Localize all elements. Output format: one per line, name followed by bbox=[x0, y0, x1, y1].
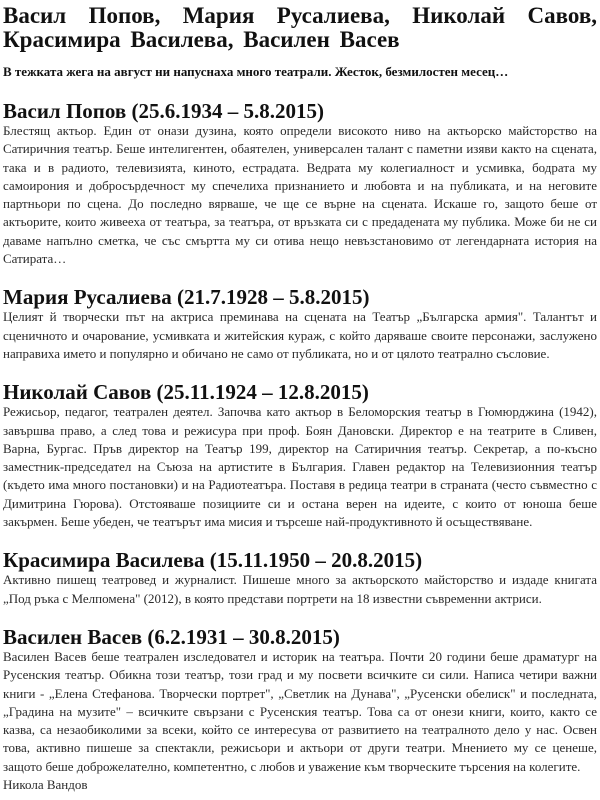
section-body: Василен Васев беше театрален изследовател и историк на театъра. Почти 20 години беше драматург на Русенския театър. Обикна този театър, този град и му посвети всичките си сили. Написа четири важни книги - „Елена Стефанова. Творчески портрет", „Светлик на Дунава", „Русенски обелиск" и последната, „Градина на музите" – всичките свързани с Русенския театър. Това са от онези книги, които, както се казва, са незаобиколими за всеки, който се интересува от развитието на театралното дело у нас. Освен това, активно пишеше за спектакли, режисьори и актьори от други театри. Мнението му се ценеше, защото беше доброжелателно, компетентно, с любов и уважение към творческите търсения на колегите. bbox=[3, 648, 597, 774]
section-body: Активно пишещ театровед и журналист. Пишеше много за актьорското майсторство и издаде книгата „Под ръка с Мелпомена" (2012), в която представи портрети на 18 известни съвременни актриси. bbox=[3, 572, 597, 606]
article-lead: В тежката жега на август ни напуснаха много театрали. Жесток, безмилостен месец… bbox=[3, 64, 509, 79]
section-heading: Николай Савов (25.11.1924 – 12.8.2015) bbox=[3, 380, 369, 405]
section-body: Режисьор, педагог, театрален деятел. Започва като актьор в Беломорския театър в Гюмюрджина (1942), завършва право, а след това и режисура при проф. Боян Дановски. Директор е на театрите в Сливен, Варна, Бургас. Пръв директор на Театър 199, директор на Сатиричния театър. Секретар, а по-късно заместник-председател на Съюза на артистите в България. Главен редактор на Телевизионния театър (където има много постановки) и на Радиотеатъра. Поставя в редица театри в страната (често съвместно с Димитрина Гюрова). Отстояваше позициите си и остана верен на идеите, с които от юноша беше закърмен. Беше убеден, че театърът има мисия и търсеше най-продуктивното й осъществяване. bbox=[3, 404, 597, 530]
obituary-section bbox=[3, 286, 597, 363]
section-heading: Мария Русалиева (21.7.1928 – 5.8.2015) bbox=[3, 285, 370, 310]
obituary-section bbox=[3, 100, 597, 268]
obituary-section bbox=[3, 381, 597, 531]
section-heading: Васил Попов (25.6.1934 – 5.8.2015) bbox=[3, 99, 324, 123]
author-signature: Никола Вандов bbox=[3, 777, 88, 793]
section-heading: Василен Васев (6.2.1931 – 30.8.2015) bbox=[3, 624, 340, 649]
obituary-section bbox=[3, 549, 597, 608]
article-title: Васил Попов, Мария Русалиева, Николай Савов, Красимира Василева, Василен Васев bbox=[3, 3, 597, 52]
section-body: Блестящ актьор. Един от онази дузина, която определи високото ниво на актьорско майсторство на Сатиричния театър. Беше интелигентен, обаятелен, универсален талант с паметни изяви както на сцената, така и в радиото, телевизията, киното, естрадата. Ведрата му колегиалност и усмивка, бодрата му самоирония и добросърдечност му спечелиха признанието и любовта и на публиката, и на неговите партньори по сцена. До последно вярваше, че ще се върне на сцената. Искаше го, защото беше от актьорите, които живееха от театъра, за театъра, от връзката си с предадената му публика. Може би не си даваме напълно сметка, че със смъртта му си отива нещо невъзстановимо от легендарната история на Сатирата… bbox=[3, 123, 597, 267]
section-heading: Красимира Василева (15.11.1950 – 20.8.2015) bbox=[3, 548, 423, 573]
obituary-section bbox=[3, 626, 597, 776]
section-body: Целият й творчески път на актриса преминава на сцената на Театър „Българска армия". Талантът и сценичното и очарование, усмивката и житейския кураж, с който даряваше своите персонажи, заслужено направиха името и популярно и обичано не само от публиката, но и от цялото театрално съсловие. bbox=[3, 309, 597, 361]
